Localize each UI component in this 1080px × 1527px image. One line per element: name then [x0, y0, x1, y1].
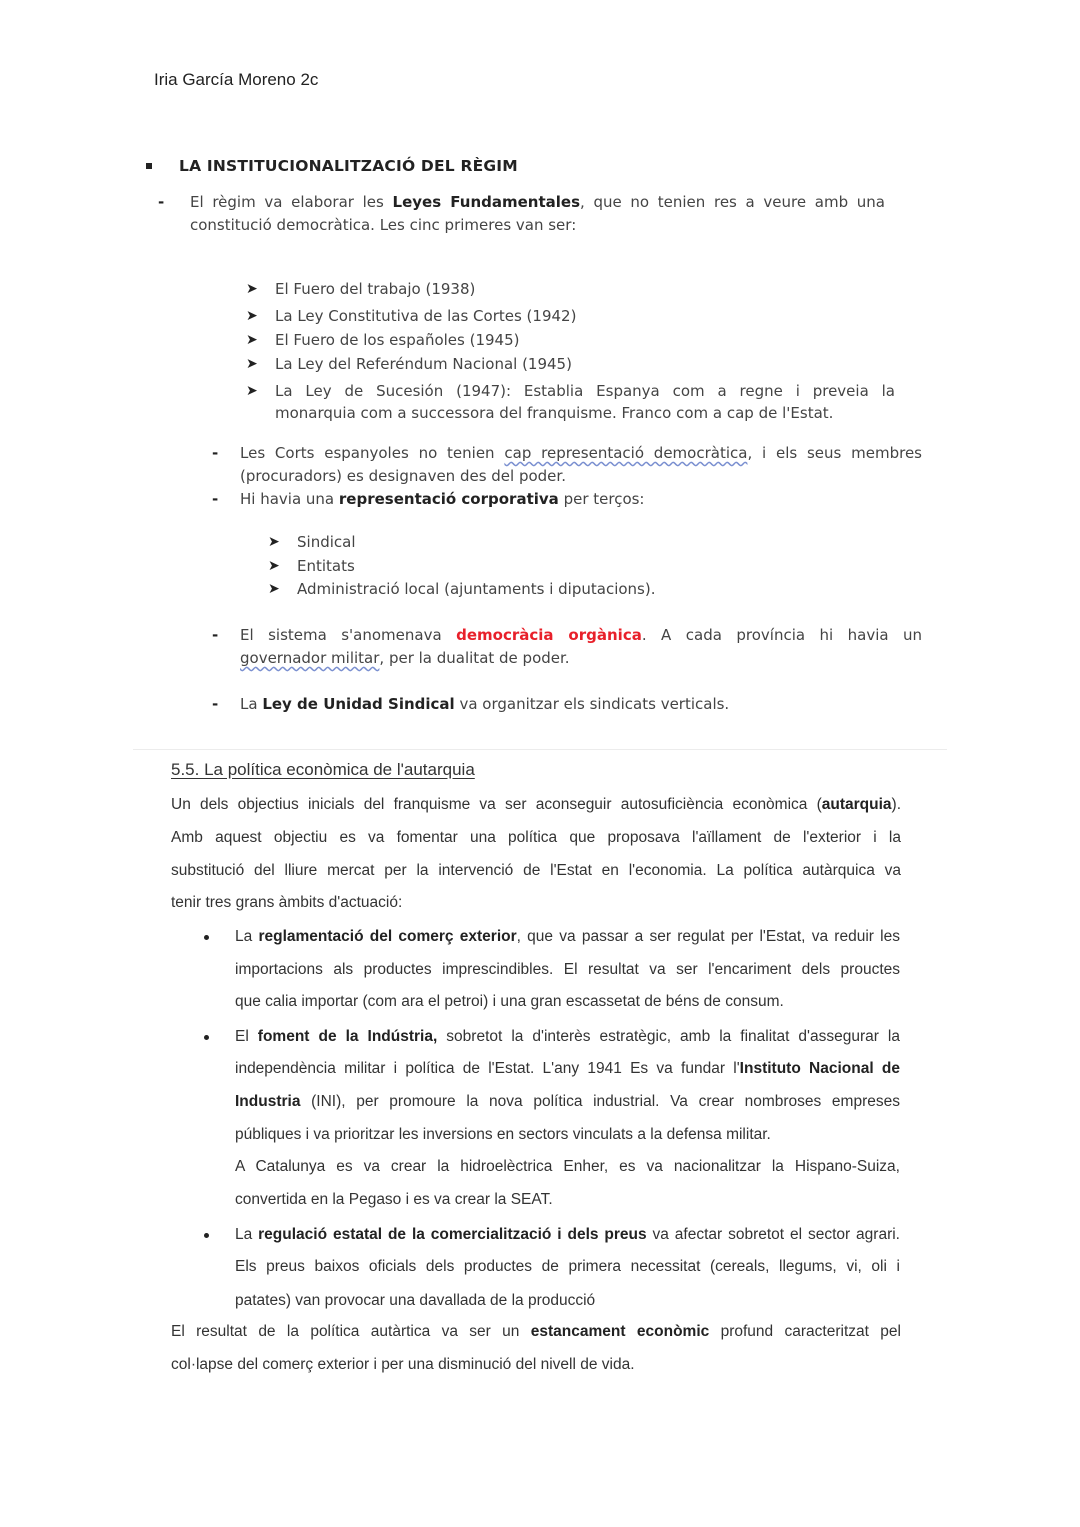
arrow-bullet-icon: ➤ [268, 534, 280, 550]
law-item: La Ley del Referéndum Nacional (1945) [275, 355, 572, 373]
bullet-text: (INI), per promoure la nova política industrial. Va crear nombroses empreses [300, 1093, 900, 1110]
corporativa-line [240, 490, 645, 508]
instituto-nacional: Instituto Nacional de [739, 1060, 900, 1077]
intro-text: , que no tenien res a veure amb una [580, 193, 885, 211]
terc-item: Sindical [297, 533, 356, 551]
arrow-bullet-icon: ➤ [268, 558, 280, 574]
law-item: La Ley de Sucesión (1947): Establia Espanya com a regne i preveia la [275, 382, 895, 400]
representacio-corporativa: representació corporativa [338, 490, 559, 508]
intro-line-1 [171, 796, 901, 814]
dash-bullet-icon: - [212, 626, 219, 644]
estancament-economic: estancament econòmic [530, 1323, 710, 1340]
industria-ini: Industria [235, 1093, 301, 1110]
sindical-text: va organitzar els sindicats verticals. [454, 695, 730, 713]
regulacio-preus: regulació estatal de la comercialització i dels preus [258, 1226, 647, 1243]
cortes-text: , i els seus membres [747, 444, 922, 462]
dot-bullet-icon [204, 1233, 209, 1238]
bullet-text: sobretot la d'interès estratègic, amb la finalitat d'assegurar la [437, 1028, 900, 1045]
intro-text: El règim va elaborar les [190, 193, 393, 211]
bullet-industria-line-5: A Catalunya es va crear la hidroelèctrica Enher, es va nacionalitzar la Hispano-Suiza, [235, 1158, 900, 1175]
terc-item: Administració local (ajuntaments i diputacions). [297, 580, 656, 598]
organica-line-2 [240, 649, 570, 667]
dash-bullet-icon: - [212, 695, 219, 713]
arrow-bullet-icon: ➤ [246, 332, 258, 348]
arrow-bullet-icon: ➤ [268, 581, 280, 597]
bullet-text: La [235, 1226, 259, 1243]
square-bullet-icon [146, 163, 152, 169]
bullet-industria-line-6: convertida en la Pegaso i es va crear la SEAT. [235, 1191, 553, 1208]
dot-bullet-icon [204, 935, 209, 940]
foment-industria: foment de la Indústria, [257, 1028, 438, 1045]
autarquia: autarquia [821, 796, 892, 813]
bullet-preus-line-3: patates) van provocar una davallada de la producció [235, 1292, 596, 1309]
cortes-line-2: (procuradors) es designaven des del poder. [240, 467, 566, 485]
bullet-industria-line-1 [235, 1028, 900, 1046]
section-divider [133, 749, 947, 750]
intro-line-2: Amb aquest objectiu es va fomentar una política que proposava l'aïllament de l'exterior i la [171, 829, 901, 846]
cortes-text: Les Corts espanyoles no tenien [240, 444, 505, 462]
arrow-bullet-icon: ➤ [246, 356, 258, 372]
intro-text: ). [891, 796, 901, 813]
section-title: 5.5. La política econòmica de l'autarquia [171, 760, 475, 779]
organica-text: . A cada província hi havia un [641, 626, 923, 644]
arrow-bullet-icon: ➤ [246, 383, 258, 399]
conclusion-text: El resultat de la política autàrtica va ser un [171, 1323, 531, 1340]
bullet-text: independència militar i política de l'Estat. L'any 1941 Es va fundar l' [235, 1060, 740, 1077]
law-item-continued: monarquia com a successora del franquisme. Franco com a cap de l'Estat. [275, 404, 834, 422]
sindical-text: La [240, 695, 263, 713]
cortes-line-1 [240, 444, 922, 462]
bullet-comerc-line-3: que calia importar (com ara el petroi) i una gran escassetat de béns de consum. [235, 993, 784, 1010]
bullet-text: va afectar sobretot el sector agrari. [646, 1226, 900, 1243]
organica-text: El sistema s'anomenava [240, 626, 457, 644]
bullet-preus-line-1 [235, 1226, 900, 1244]
organica-line-1 [240, 626, 922, 644]
dash-bullet-icon: - [158, 193, 165, 211]
conclusion-text: profund caracteritzat pel [709, 1323, 901, 1340]
bullet-industria-line-4: públiques i va prioritzar les inversions en sectors vinculats a la defensa militar. [235, 1126, 771, 1143]
intro-line-1 [190, 193, 885, 211]
intro-line-3: substitució del lliure mercat per la intervenció de l'Estat en l'economia. La política autàrquica va [171, 862, 901, 879]
dot-bullet-icon [204, 1035, 209, 1040]
ley-unidad-sindical: Ley de Unidad Sindical [262, 695, 455, 713]
arrow-bullet-icon: ➤ [246, 281, 258, 297]
bullet-industria-line-3 [235, 1093, 900, 1111]
reglamentacio-comerc: reglamentació del comerç exterior [258, 928, 517, 945]
conclusion-line-1 [171, 1323, 901, 1341]
dash-bullet-icon: - [212, 490, 219, 508]
section-heading: LA INSTITUCIONALITZACIÓ DEL RÈGIM [179, 157, 518, 175]
bullet-preus-line-2: Els preus baixos oficials dels productes de primera necessitat (cereals, llegums, vi, oli i [235, 1258, 900, 1275]
bullet-industria-line-2 [235, 1060, 900, 1078]
law-item: El Fuero de los españoles (1945) [275, 331, 520, 349]
arrow-bullet-icon: ➤ [246, 308, 258, 324]
law-item: La Ley Constitutiva de las Cortes (1942) [275, 307, 577, 325]
intro-text: Un dels objectius inicials del franquisme va ser aconseguir autosuficiència econòmica ( [171, 796, 822, 813]
democracia-organica: democràcia orgànica [456, 626, 642, 644]
author-name: Iria García Moreno 2c [154, 70, 319, 89]
cap-representacio: cap representació democràtica [504, 444, 748, 462]
law-item: El Fuero del trabajo (1938) [275, 280, 476, 298]
bullet-text: , que va passar a ser regulat per l'Estat, va reduir les [516, 928, 900, 945]
intro-line-4: tenir tres grans àmbits d'actuació: [171, 894, 403, 911]
conclusion-line-2: col·lapse del comerç exterior i per una disminució del nivell de vida. [171, 1356, 635, 1373]
corporativa-text: Hi havia una [240, 490, 339, 508]
leyes-fundamentales: Leyes Fundamentales [392, 193, 581, 211]
intro-line-2: constitució democràtica. Les cinc primeres van ser: [190, 216, 577, 234]
bullet-text: La [235, 928, 259, 945]
organica-text: , per la dualitat de poder. [379, 649, 570, 667]
sindical-line [240, 695, 729, 713]
governador-militar: governador militar [240, 649, 380, 667]
corporativa-text: per terços: [558, 490, 645, 508]
bullet-text: El [235, 1028, 258, 1045]
dash-bullet-icon: - [212, 444, 219, 462]
bullet-comerc-line-1 [235, 928, 900, 946]
terc-item: Entitats [297, 557, 355, 575]
bullet-comerc-line-2: importacions als productes imprescindibles. El resultat va ser l'encariment dels prouctes [235, 961, 900, 978]
